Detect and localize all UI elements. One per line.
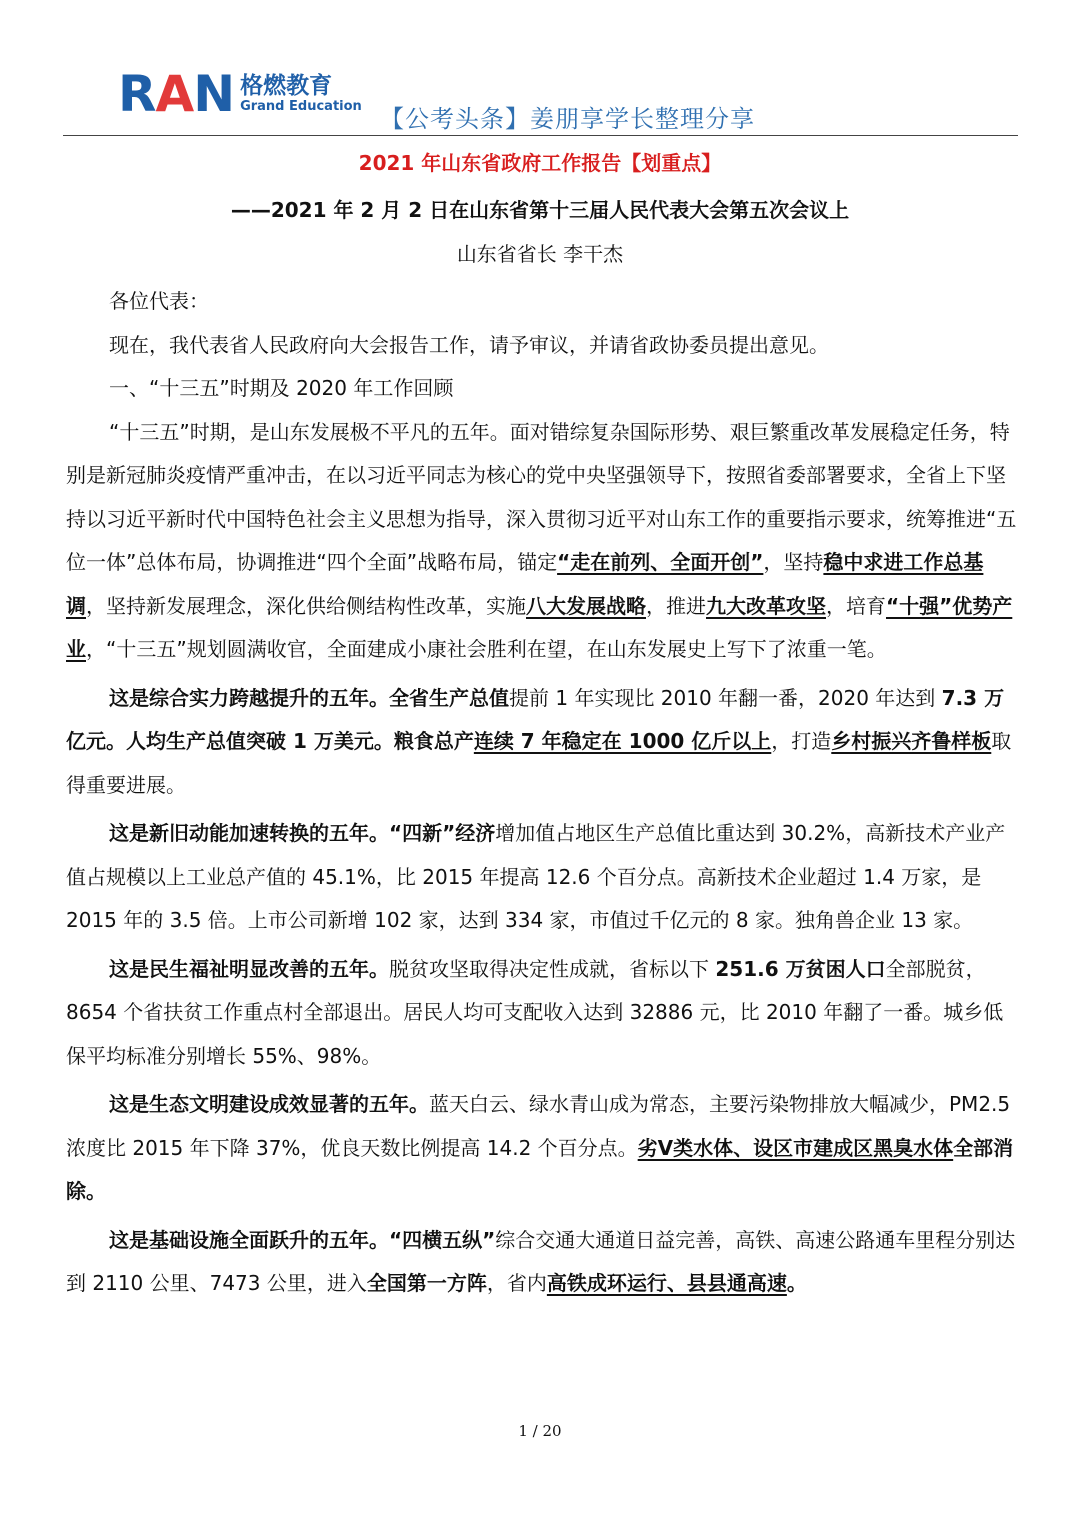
logo-text xyxy=(240,74,362,114)
document-title: 2021 年山东省政府工作报告【划重点】 xyxy=(358,151,722,175)
document-subtitle: ——2021 年 2 月 2 日在山东省第十三届人民代表大会第五次会议上 xyxy=(230,198,850,222)
paragraph-ecology: 这是生态文明建设成效显著的五年。蓝天白云、绿水青山成为常态，主要污染物排放大幅减少，PM2.5 浓度比 2015 年下降 37%，优良天数比例提高 14.2 个百分点。劣Ⅴ类水体、设区市建成区黑臭水体全部消除。 xyxy=(66,1092,1014,1203)
header-divider xyxy=(63,135,1018,136)
header-tagline: 【公考头条】姜朋享学长整理分享 xyxy=(380,105,755,133)
brand-logo xyxy=(118,66,362,122)
intro-paragraph: 现在，我代表省人民政府向大会报告工作，请予审议，并请省政协委员提出意见。 xyxy=(109,332,829,357)
paragraph-overview: “十三五”时期，是山东发展极不平凡的五年。面对错综复杂国际形势、艰巨繁重改革发展稳定任务，特别是新冠肺炎疫情严重冲击，在以习近平同志为核心的党中央坚强领导下，按照省委部署要求，全省上下坚持以习近平新时代中国特色社会主义思想为指导，深入贯彻习近平对山东工作的重要指示要求，统筹推进“五位一体”总体布局，协调推进“四个全面”战略布局，锚定“走在前列、全面开创”，坚持稳中求进工作总基调，坚持新发展理念，深化供给侧结构性改革，实施八大发展战略，推进九大改革攻坚，培育“十强”优势产业，“十三五”规划圆满收官，全面建成小康社会胜利在望，在山东发展史上写下了浓重一笔。 xyxy=(66,419,1017,661)
document-body xyxy=(66,280,1018,1311)
page-number: 1 / 20 xyxy=(518,1422,562,1440)
logo-wordmark: RAN xyxy=(118,65,235,123)
paragraph-economy: 这是综合实力跨越提升的五年。全省生产总值提前 1 年实现比 2010 年翻一番，2020 年达到 7.3 万亿元。人均生产总值突破 1 万美元。粮食总产连续 7 年稳定在 1000 亿斤以上，打造乡村振兴齐鲁样板取得重要进展。 xyxy=(66,685,1012,797)
logo-english-name: Grand Education xyxy=(240,98,362,114)
salutation: 各位代表： xyxy=(109,289,209,313)
section-heading: 一、“十三五”时期及 2020 年工作回顾 xyxy=(109,376,454,400)
paragraph-new-drivers: 这是新旧动能加速转换的五年。“四新”经济增加值占地区生产总值比重达到 30.2%，高新技术产业产值占规模以上工业总产值的 45.1%，比 2015 年提高 12.6 个百分点。高新技术企业超过 1.4 万家，是 2015 年的 3.5 倍。上市公司新增 102 家，达到 334 家，市值过千亿元的 8 家。独角兽企业 13 家。 xyxy=(66,821,1006,932)
logo-chinese-name: 格燃教育 xyxy=(240,73,333,100)
document-author: 山东省省长 李干杰 xyxy=(456,242,624,266)
paragraph-infrastructure: 这是基础设施全面跃升的五年。“四横五纵”综合交通大通道日益完善，高铁、高速公路通车里程分别达到 2110 公里、7473 公里，进入全国第一方阵，省内高铁成环运行、县县通高速。 xyxy=(66,1227,1016,1295)
paragraph-livelihood: 这是民生福祉明显改善的五年。脱贫攻坚取得决定性成就，省标以下 251.6 万贫困人口全部脱贫，8654 个省扶贫工作重点村全部退出。居民人均可支配收入达到 32886 元，比 2010 年翻了一番。城乡低保平均标准分别增长 55%、98%。 xyxy=(66,956,1004,1068)
